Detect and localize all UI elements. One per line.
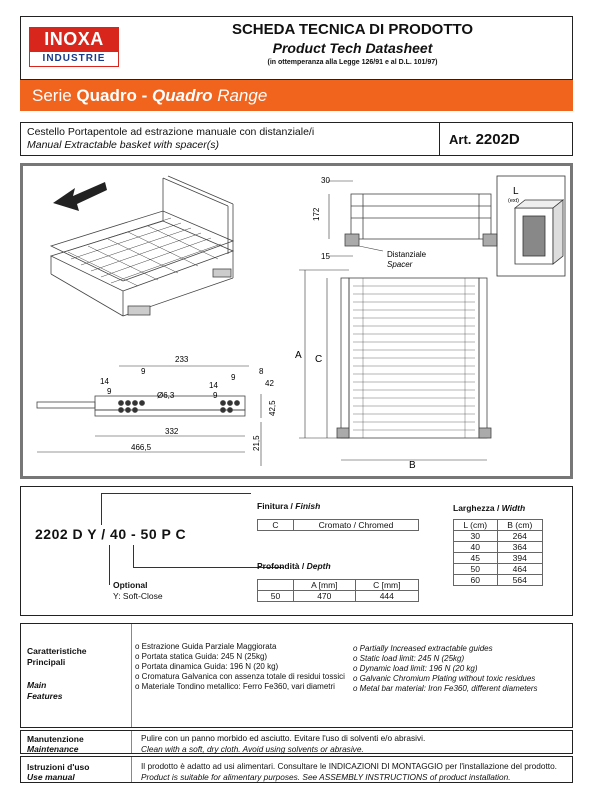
header-titles <box>141 21 564 66</box>
cube-label-ext: (ext) <box>508 198 519 204</box>
pull-direction-arrow-icon <box>53 182 107 211</box>
logo-brand: INOXA <box>29 27 119 51</box>
finish-table <box>257 519 419 531</box>
dim-9-c: 9 <box>213 391 218 400</box>
list-item: o Portata statica Guida: 245 N (25kg) <box>135 652 345 662</box>
maintenance-text-en: Clean with a soft, dry cloth. Avoid using solvents or abrasive. <box>141 744 364 754</box>
datasheet-header <box>20 16 573 80</box>
dim-9-d: 9 <box>231 373 236 382</box>
table-row: 50 470 444 <box>258 591 419 602</box>
spacer-label-en: Spacer <box>387 260 413 269</box>
list-item: o Static load limit: 245 N (25kg) <box>353 654 538 664</box>
plan-view <box>337 278 491 438</box>
page-title: SCHEDA TECNICA DI PRODOTTO <box>231 21 474 38</box>
series-sep: - <box>141 86 148 105</box>
width-table <box>453 519 543 586</box>
dim-332: 332 <box>165 427 179 436</box>
cabinet-cube-icon <box>497 176 565 276</box>
series-name: Quadro <box>76 86 137 105</box>
table-row: 30 264 <box>454 531 543 542</box>
series-prefix: Serie <box>32 86 72 105</box>
front-view <box>345 194 497 251</box>
description-en: Manual Extractable basket with spacer(s) <box>27 139 219 151</box>
list-item: o Metal bar material: Iron Fe360, different diameters <box>353 684 538 694</box>
cube-label-l: L <box>513 186 519 197</box>
maintenance-section <box>20 730 573 754</box>
dim-9-b: 9 <box>107 387 112 396</box>
maintenance-label-it: Manutenzione <box>27 734 84 744</box>
series-banner <box>20 80 573 111</box>
list-item: o Materiale Tondino metallico: Ferro Fe360, vari diametri <box>135 682 345 692</box>
logo-sub: INDUSTRIE <box>29 51 119 67</box>
width-label: Larghezza / Width <box>453 503 526 513</box>
table-row: L (cm) B (cm) <box>454 520 543 531</box>
dim-b-label: B <box>409 460 416 471</box>
product-code-section <box>20 486 573 616</box>
features-list-en <box>353 644 538 694</box>
article-code: Art. 2202D <box>449 131 520 148</box>
features-label-it: Caratteristiche Principali <box>27 646 87 667</box>
dim-8: 8 <box>259 367 264 376</box>
product-code: 2202 D Y / 40 - 50 P C <box>35 526 187 542</box>
dim-14-b: 14 <box>209 381 218 390</box>
maintenance-text-it: Pulire con un panno morbido ed asciutto. Evitare l'uso di solventi e/o abrasivi. <box>141 733 426 743</box>
table-row: C Cromato / Chromed <box>258 520 419 531</box>
drawing-svg <box>23 166 570 476</box>
dim-14-a: 14 <box>100 377 109 386</box>
use-label-en: Use manual <box>27 772 75 782</box>
use-text-en: Product is suitable for alimentary purposes. See ASSEMBLY INSTRUCTIONS of product installation. <box>141 772 511 782</box>
dim-c-label: C <box>315 354 323 365</box>
dim-233: 233 <box>175 355 189 364</box>
use-manual-section <box>20 756 573 783</box>
use-text-it: Il prodotto è adatto ad usi alimentari. Consultare le INDICAZIONI DI MONTAGGIO per l'installazione del prodotto. <box>141 761 557 771</box>
technical-drawing <box>20 163 573 479</box>
table-row: A [mm] C [mm] <box>258 580 419 591</box>
spacer-label-it: Distanziale <box>387 250 427 259</box>
depth-table <box>257 579 419 602</box>
list-item: o Dynamic load limit: 196 N (20 kg) <box>353 664 538 674</box>
optional-label: Optional <box>113 580 148 590</box>
list-item: o Estrazione Guida Parziale Maggiorata <box>135 642 345 652</box>
description-it: Cestello Portapentole ad estrazione manuale con distanziale/i <box>27 126 315 138</box>
finish-label: Finitura / Finish <box>257 501 321 511</box>
table-row: 60 564 <box>454 575 543 586</box>
product-description <box>20 122 573 156</box>
list-item: o Partially Increased extractable guides <box>353 644 538 654</box>
series-suffix: Range <box>217 86 268 105</box>
dim-30: 30 <box>321 176 330 185</box>
dim-d63: Ø6,3 <box>157 391 175 400</box>
list-item: o Galvanic Chromium Plating without toxic residues <box>353 674 538 684</box>
dim-466-5: 466,5 <box>131 443 152 452</box>
table-row: 45 394 <box>454 553 543 564</box>
page-subtitle: Product Tech Datasheet <box>272 40 433 56</box>
list-item: o Portata dinamica Guida: 196 N (20 kg) <box>135 662 345 672</box>
table-row: 40 364 <box>454 542 543 553</box>
dim-21-5: 21,5 <box>252 435 261 451</box>
dim-a-label: A <box>295 350 302 361</box>
inoxa-logo <box>29 27 119 69</box>
maintenance-label-en: Maintenance <box>27 744 79 754</box>
list-item: o Cromatura Galvanica con assenza totale di residui tossici <box>135 672 345 682</box>
features-list-it <box>135 642 345 692</box>
depth-label: Profondità / Depth <box>257 561 331 571</box>
features-label-en: Main Features <box>27 680 63 701</box>
dim-42: 42 <box>265 379 274 388</box>
dim-42-5: 42,5 <box>268 400 277 416</box>
use-label-it: Istruzioni d'uso <box>27 762 90 772</box>
dim-15: 15 <box>321 252 330 261</box>
series-name-en: Quadro <box>152 86 213 105</box>
dim-9-a: 9 <box>141 367 146 376</box>
features-section <box>20 623 573 728</box>
dim-172: 172 <box>312 207 321 221</box>
table-row: 50 464 <box>454 564 543 575</box>
optional-value: Y: Soft-Close <box>113 591 163 601</box>
compliance-note: (in ottemperanza alla Legge 126/91 e al D.L. 101/97) <box>267 59 438 66</box>
